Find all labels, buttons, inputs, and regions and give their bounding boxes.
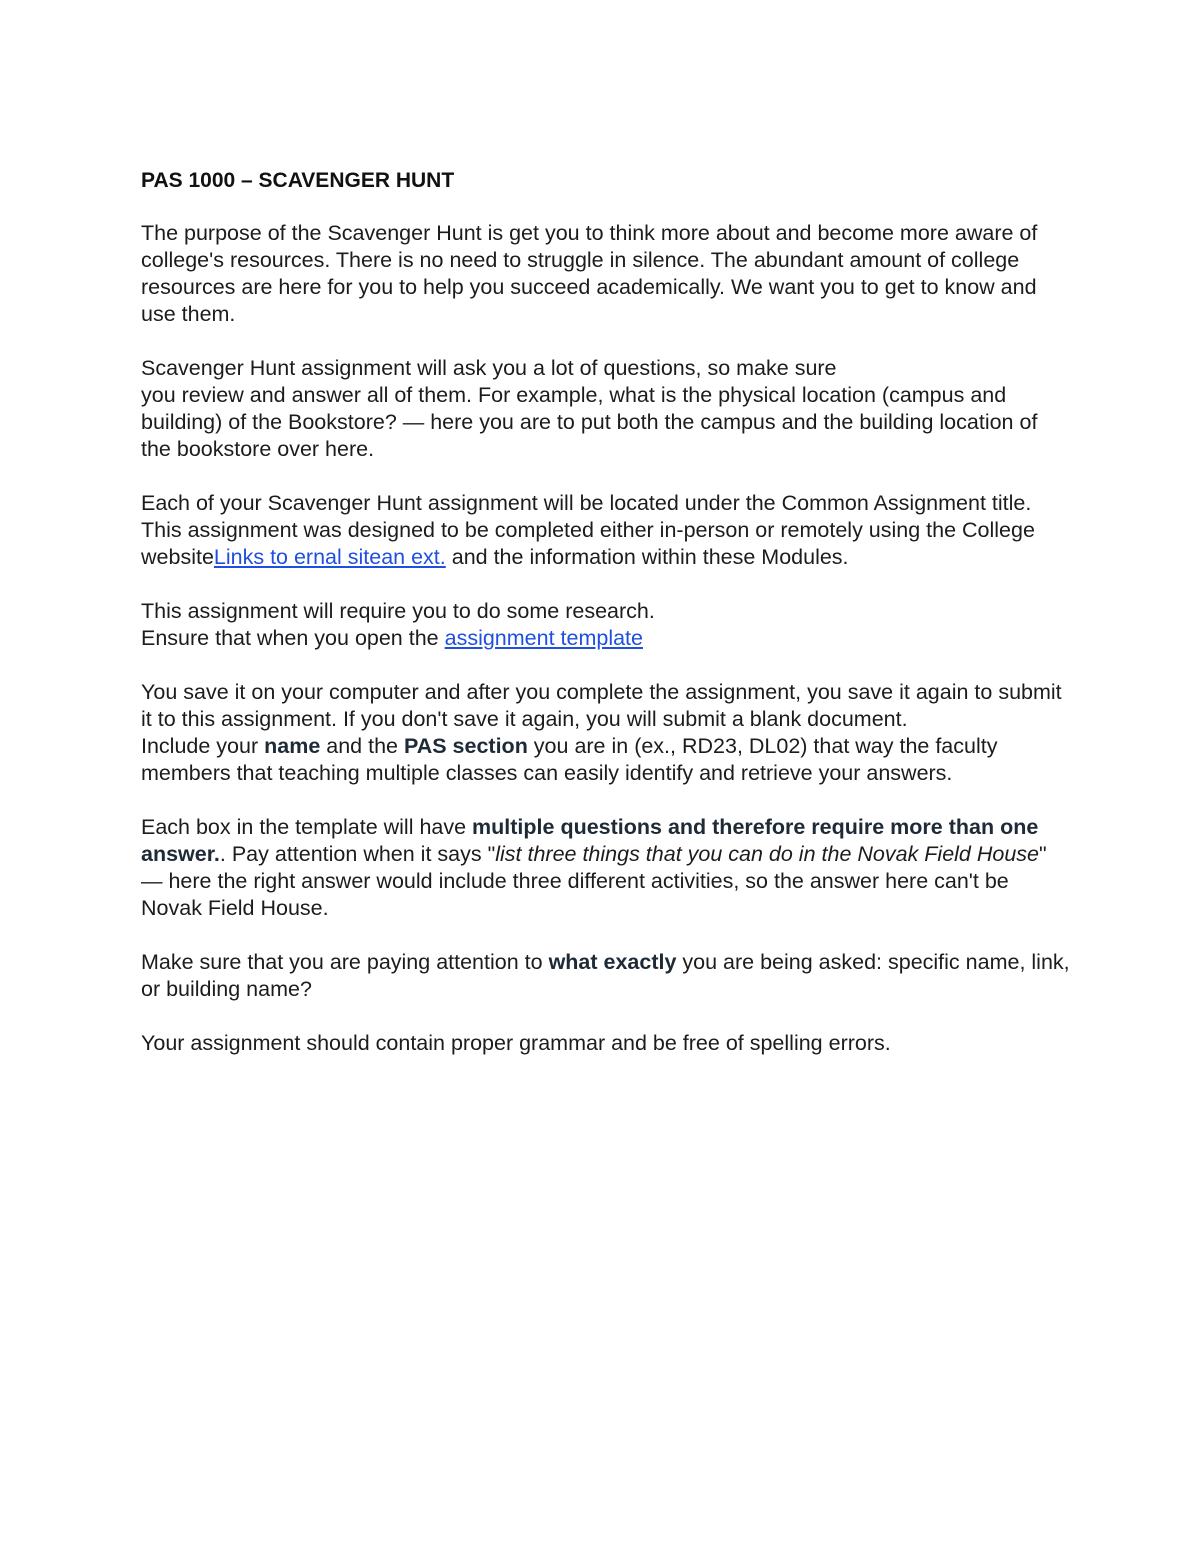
paragraph-questions-line1: Scavenger Hunt assignment will ask you a lot of questions, so make sure: [141, 356, 837, 380]
bold-pas-section: PAS section: [403, 734, 528, 758]
paragraph-attention-text: Make sure that you are paying attention to: [141, 950, 549, 974]
paragraph-template-box-text: Each box in the template will have: [141, 815, 473, 839]
paragraph-gap: [141, 1003, 1071, 1030]
bold-name: name: [264, 734, 321, 758]
paragraph-research-line1: This assignment will require you to do some research.: [141, 599, 655, 623]
paragraph-location-text: Each of your Scavenger Hunt assignment will be located under the Common Assignment title. This assignment was designed to be completed either in-person or remotely using the College website: [141, 491, 1035, 569]
paragraph-include-text-end: you are in (ex., RD23, DL02) that way the faculty members that teaching multiple classes can easily identify and retrieve your answers.: [141, 734, 998, 785]
paragraph-gap: [141, 328, 1071, 355]
paragraph-gap: [141, 571, 1071, 598]
italic-quote: list three things that you can do in the Novak Field House: [495, 842, 1040, 866]
paragraph-research: [141, 598, 1071, 652]
bold-what-exactly: what exactly: [548, 950, 677, 974]
paragraph-template-box-text-end: " — here the right answer would include three different activities, so the answer here can't be Novak Field House.: [141, 842, 1047, 920]
paragraph-questions: [141, 355, 1071, 463]
paragraph-location-text-end: and the information within these Modules.: [445, 545, 849, 569]
paragraph-attention: [141, 949, 1071, 1003]
college-website-link[interactable]: Links to ernal sitean ext.: [213, 545, 446, 569]
paragraph-research-line2: Ensure that when you open the: [141, 626, 445, 650]
paragraph-template-box-text: . Pay attention when it says ": [219, 842, 496, 866]
paragraph-purpose: The purpose of the Scavenger Hunt is get you to think more about and become more aware of college's resources. There is no need to struggle in silence. The abundant amount of college resources are here for you to help you succeed academically. We want you to get to know and use them.: [141, 221, 1038, 326]
paragraph-gap: [141, 787, 1071, 814]
paragraph-include: [141, 733, 1071, 787]
document-body: [141, 166, 1071, 1057]
paragraph-gap: [141, 652, 1071, 679]
paragraph-include-text: and the: [320, 734, 404, 758]
paragraph-gap: [141, 463, 1071, 490]
assignment-template-link[interactable]: assignment template: [444, 626, 643, 650]
paragraph-questions-line2: you review and answer all of them. For example, what is the physical location (campus and building) of the Bookstore? — here you are to put both the campus and the building location of the bookstore over here.: [141, 383, 1038, 461]
paragraph-gap: [141, 922, 1071, 949]
bold-multiple-questions: multiple questions and therefore require more than one answer.: [141, 815, 1039, 866]
paragraph-include-text: Include your: [141, 734, 265, 758]
paragraph-attention-text-end: you are being asked: specific name, link, or building name?: [141, 950, 1070, 1001]
paragraph-save: You save it on your computer and after you complete the assignment, you save it again to submit it to this assignment. If you don't save it again, you will submit a blank document.: [141, 680, 1062, 731]
paragraph-grammar: Your assignment should contain proper grammar and be free of spelling errors.: [141, 1031, 891, 1055]
paragraph-location: [141, 490, 1071, 571]
document-title: PAS 1000 – SCAVENGER HUNT: [141, 169, 455, 192]
paragraph-template-box: [141, 814, 1071, 922]
